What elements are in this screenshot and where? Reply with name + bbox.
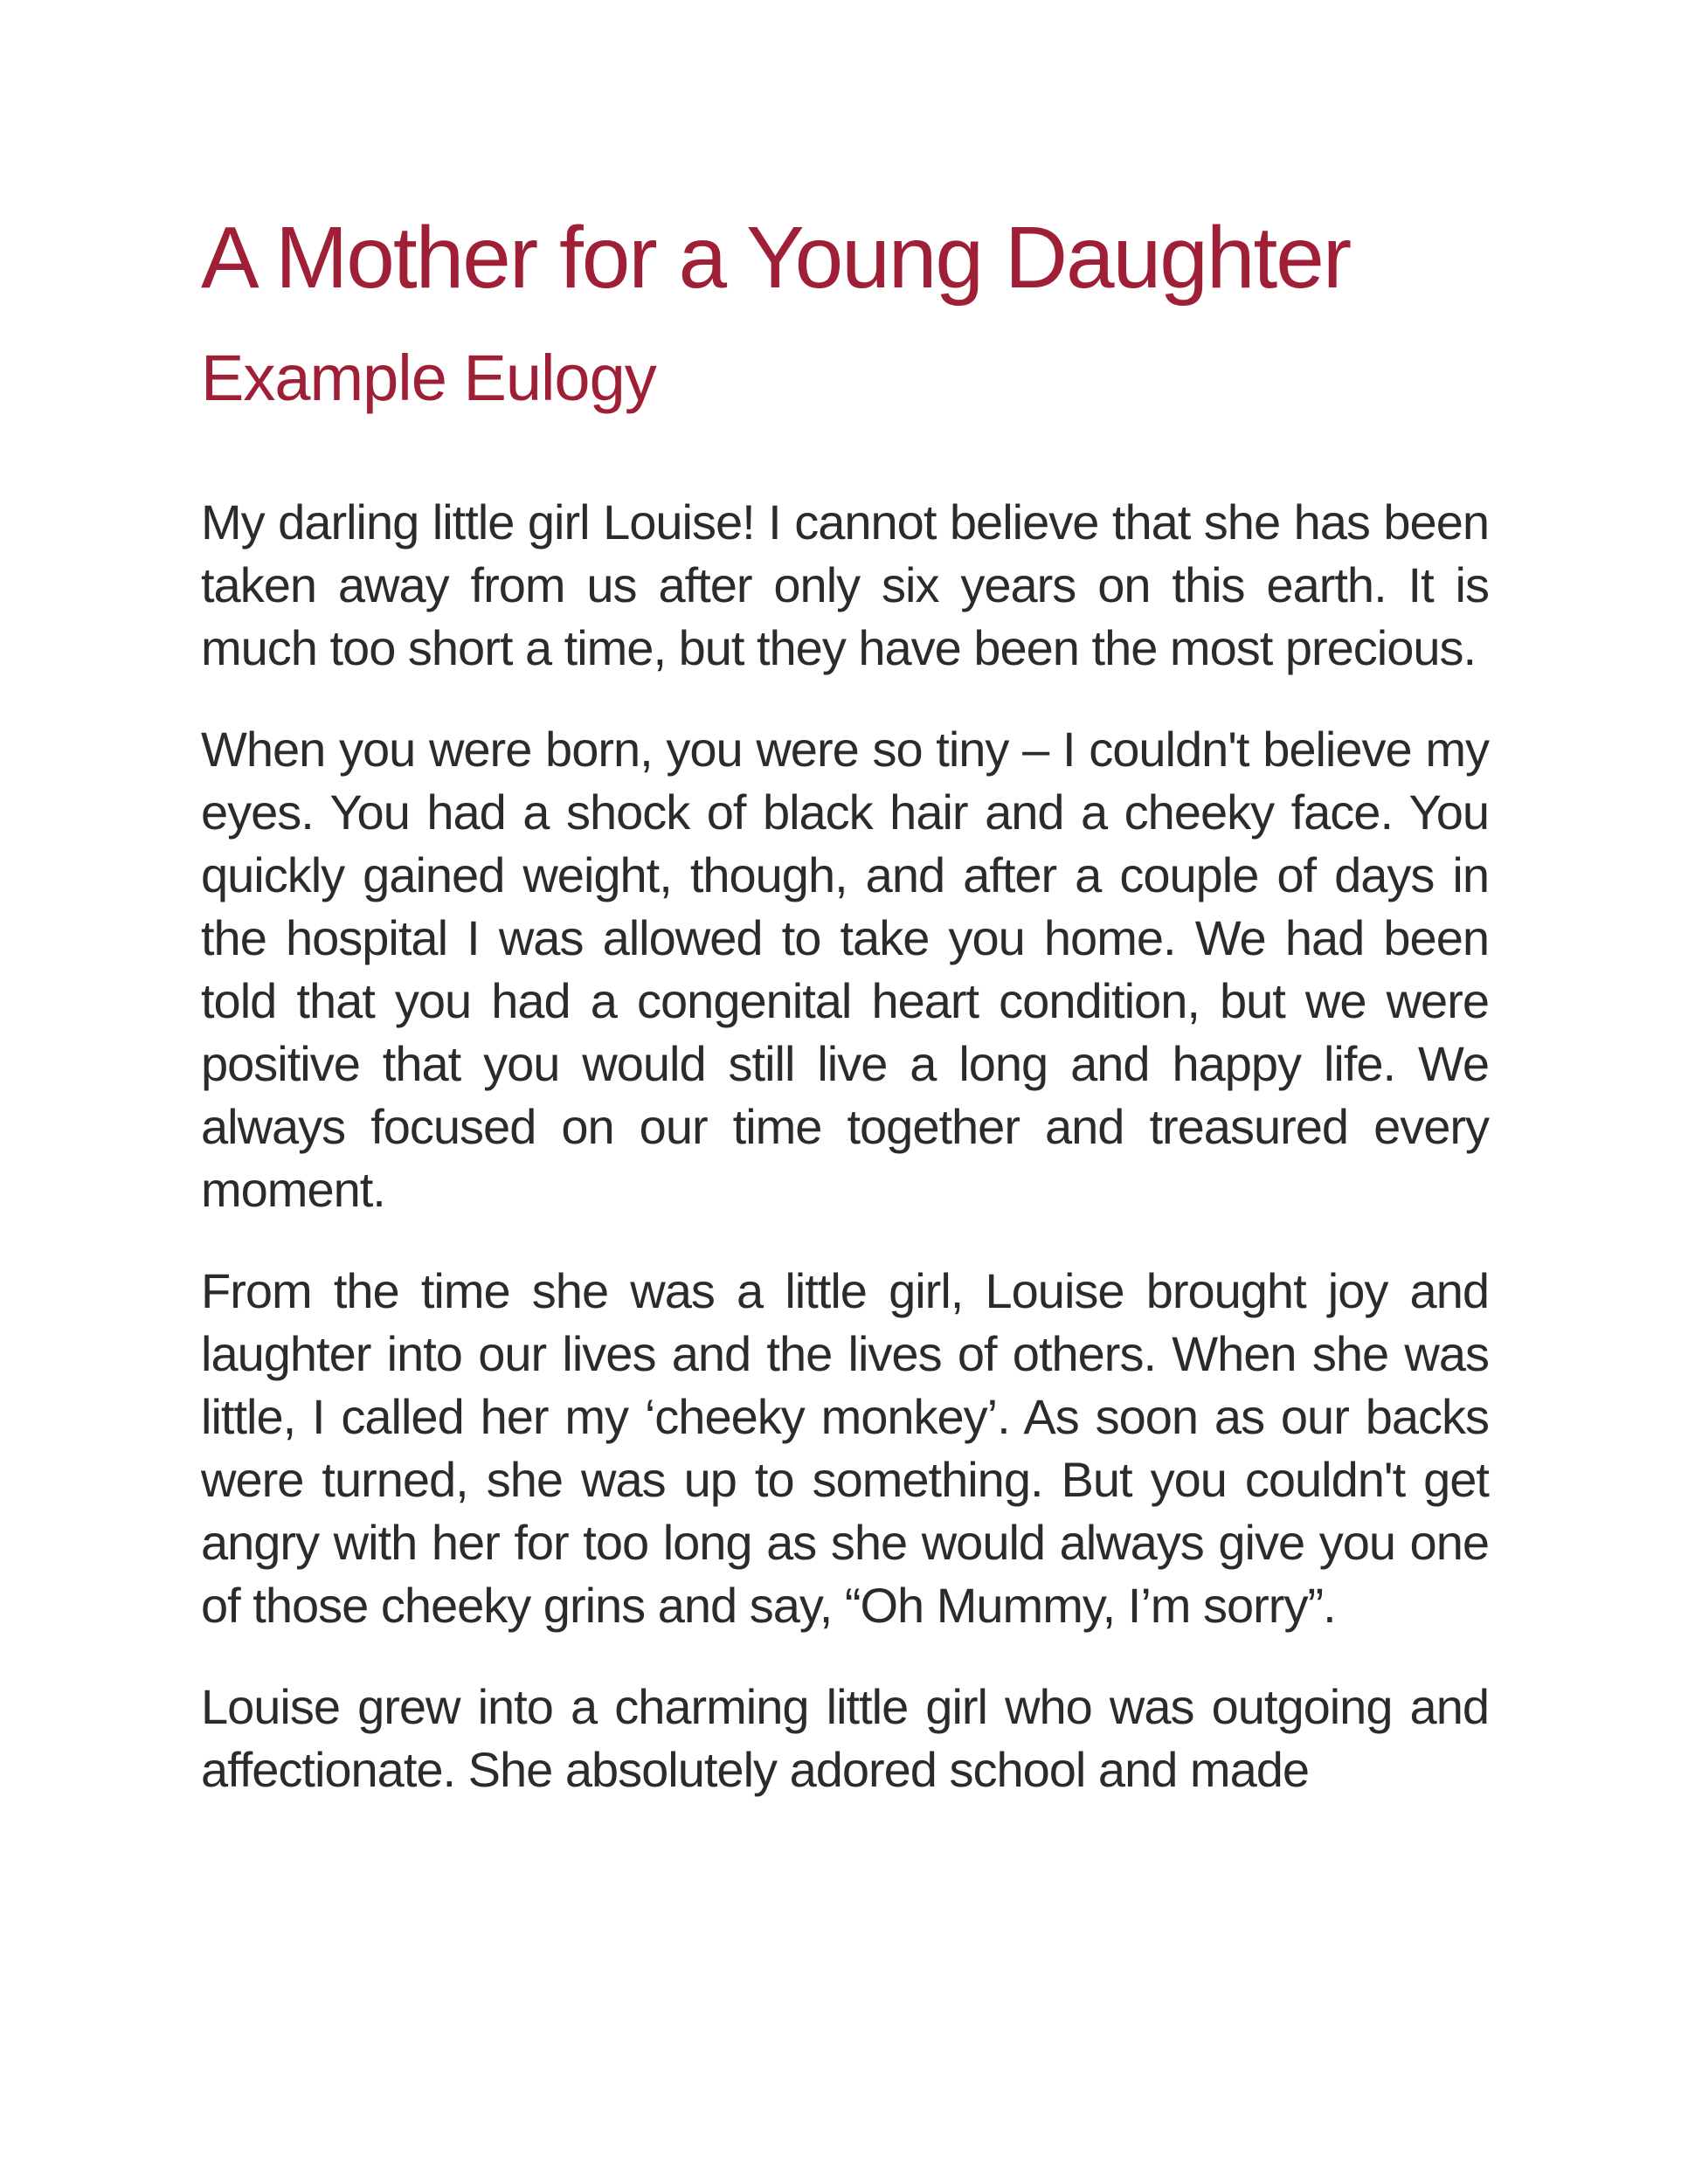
document-title: A Mother for a Young Daughter	[201, 209, 1351, 307]
paragraph-1: My darling little girl Louise! I cannot believe that she has been taken away from us after only six years on this earth. It is much too short a time, but they have been the most precious.	[201, 494, 1489, 675]
paragraph-2: When you were born, you were so tiny – I couldn't believe my eyes. You had a shock of black hair and a cheeky face. You quickly gained weight, though, and after a couple of days in the hospital I was allowed to take you home. We had been told that you had a congenital heart condition, but we were positive that you would still live a long and happy life. We always focused on our time together and treasured every moment.	[201, 721, 1489, 1217]
paragraph-4: Louise grew into a charming little girl who was outgoing and affectionate. She absolutely adored school and made	[201, 1678, 1489, 1797]
document-subtitle: Example Eulogy	[201, 342, 656, 414]
paragraph-3: From the time she was a little girl, Louise brought joy and laughter into our lives and the lives of others. When she was little, I called her my ‘cheeky monkey’. As soon as our backs were turned, she was up to something. But you couldn't get angry with her for too long as she would always give you one of those cheeky grins and say, “Oh Mummy, I’m sorry”.	[201, 1262, 1489, 1633]
